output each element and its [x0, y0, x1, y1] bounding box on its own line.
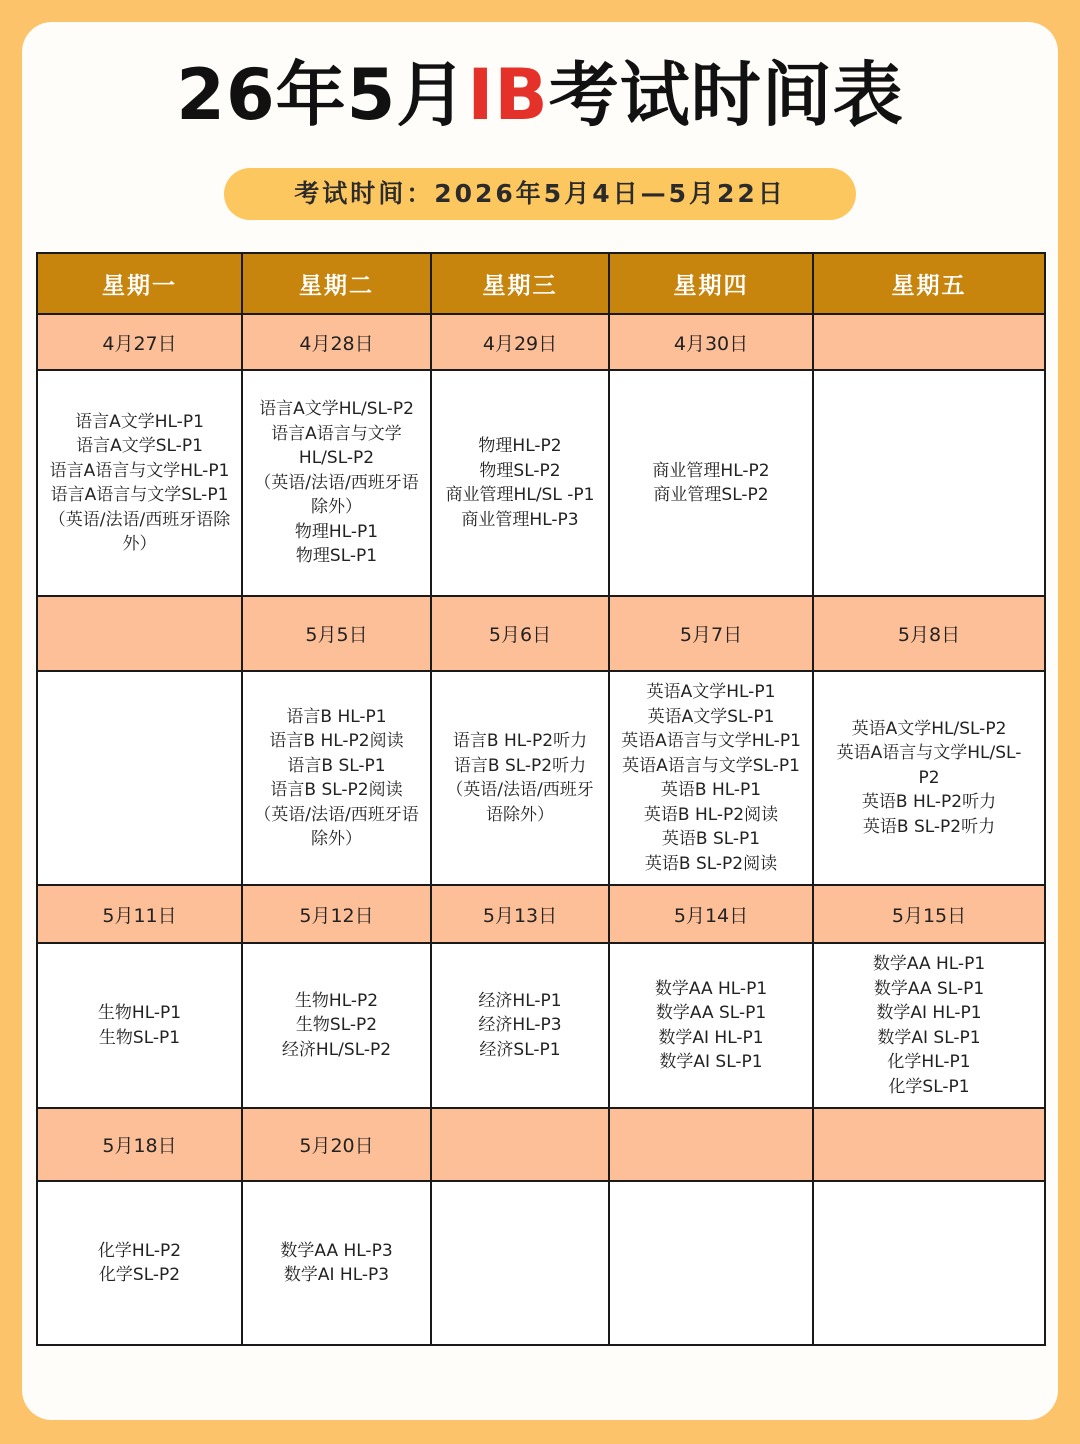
date-cell: 5月13日: [431, 885, 609, 943]
exam-list: 生物HL-P2 生物SL-P2 经济HL/SL-P2: [281, 990, 392, 1060]
exam-cell: [813, 370, 1045, 596]
exam-list: 语言B HL-P1 语言B HL-P2阅读 语言B SL-P1 语言B SL-P2阅读 （英语/法语/西班牙语 除外）: [254, 706, 419, 849]
date-cell: 5月12日: [242, 885, 431, 943]
exam-cell: [37, 1181, 242, 1345]
exam-cell: [242, 1181, 431, 1345]
date-cell: 5月20日: [242, 1108, 431, 1181]
date-cell: 5月11日: [37, 885, 242, 943]
exam-cell: [242, 370, 431, 596]
weekday-header-row: [37, 253, 1045, 314]
title-accent-ib: IB: [467, 54, 549, 136]
exam-cell: [37, 370, 242, 596]
exam-list: 语言A文学HL/SL-P2 语言A语言与文学 HL/SL-P2 （英语/法语/西班牙语 除外） 物理HL-P1 物理SL-P1: [254, 399, 419, 567]
exam-list: 经济HL-P1 经济HL-P3 经济SL-P1: [478, 990, 562, 1060]
exam-cell: [609, 943, 813, 1108]
date-cell: 5月6日: [431, 596, 609, 671]
exam-list: 语言A文学HL-P1 语言A文学SL-P1 语言A语言与文学HL-P1 语言A语言与文学SL-P1 （英语/法语/西班牙语除 外）: [48, 411, 231, 554]
exam-cell: [431, 370, 609, 596]
exam-list: 语言B HL-P2听力 语言B SL-P2听力 （英语/法语/西班牙 语除外）: [446, 731, 594, 825]
exam-cell: [609, 370, 813, 596]
exam-list: 数学AA HL-P1 数学AA SL-P1 数学AI HL-P1 数学AI SL-P1: [654, 978, 768, 1072]
exam-list: 数学AA HL-P1 数学AA SL-P1 数学AI HL-P1 数学AI SL-P1 化学HL-P1 化学SL-P1: [872, 954, 986, 1097]
weekday-header: 星期二: [242, 253, 431, 314]
exam-list: 英语A文学HL-P1 英语A文学SL-P1 英语A语言与文学HL-P1 英语A语言与文学SL-P1 英语B HL-P1 英语B HL-P2阅读 英语B SL-P1 英语B SL-P2阅读: [621, 682, 801, 874]
weekday-header: 星期一: [37, 253, 242, 314]
exam-list: 化学HL-P2 化学SL-P2: [97, 1240, 182, 1285]
date-cell: 4月28日: [242, 314, 431, 370]
date-cell: 5月5日: [242, 596, 431, 671]
date-cell: 5月7日: [609, 596, 813, 671]
date-row: [37, 1108, 1045, 1181]
exam-cell: [431, 671, 609, 885]
exam-cell: [609, 671, 813, 885]
weekday-header: 星期三: [431, 253, 609, 314]
exam-list: 生物HL-P1 生物SL-P1: [97, 1003, 182, 1048]
exam-cell: [242, 671, 431, 885]
exam-cell: [813, 1181, 1045, 1345]
exam-cell: [37, 943, 242, 1108]
exam-cell: [242, 943, 431, 1108]
page-title: [0, 50, 1080, 140]
date-cell: 5月8日: [813, 596, 1045, 671]
exam-list: 商业管理HL-P2 商业管理SL-P2: [652, 460, 770, 505]
exam-cell: [37, 671, 242, 885]
exam-row: [37, 671, 1045, 885]
date-cell: 5月14日: [609, 885, 813, 943]
date-cell: 4月30日: [609, 314, 813, 370]
date-cell: 5月15日: [813, 885, 1045, 943]
date-cell: [37, 596, 242, 671]
exam-cell: [609, 1181, 813, 1345]
date-row: [37, 596, 1045, 671]
weekday-header: 星期四: [609, 253, 813, 314]
date-cell: [609, 1108, 813, 1181]
exam-cell: [813, 671, 1045, 885]
exam-schedule-table: [36, 252, 1046, 1346]
title-prefix: 26年5月: [176, 54, 468, 136]
date-row: [37, 885, 1045, 943]
exam-period-banner: 考试时间：2026年5月4日—5月22日: [224, 168, 856, 220]
date-cell: 4月29日: [431, 314, 609, 370]
exam-cell: [813, 943, 1045, 1108]
exam-row: [37, 1181, 1045, 1345]
date-cell: 4月27日: [37, 314, 242, 370]
exam-row: [37, 943, 1045, 1108]
exam-cell: [431, 943, 609, 1108]
weekday-header: 星期五: [813, 253, 1045, 314]
date-cell: [431, 1108, 609, 1181]
exam-list: 英语A文学HL/SL-P2 英语A语言与文学HL/SL- P2 英语B HL-P2听力 英语B SL-P2听力: [836, 718, 1022, 837]
date-row: [37, 314, 1045, 370]
date-cell: [813, 1108, 1045, 1181]
date-cell: [813, 314, 1045, 370]
date-cell: 5月18日: [37, 1108, 242, 1181]
title-suffix: 考试时间表: [548, 54, 904, 136]
exam-cell: [431, 1181, 609, 1345]
exam-list: 数学AA HL-P3 数学AI HL-P3: [280, 1240, 393, 1285]
exam-list: 物理HL-P2 物理SL-P2 商业管理HL/SL -P1 商业管理HL-P3: [445, 436, 595, 530]
exam-row: [37, 370, 1045, 596]
